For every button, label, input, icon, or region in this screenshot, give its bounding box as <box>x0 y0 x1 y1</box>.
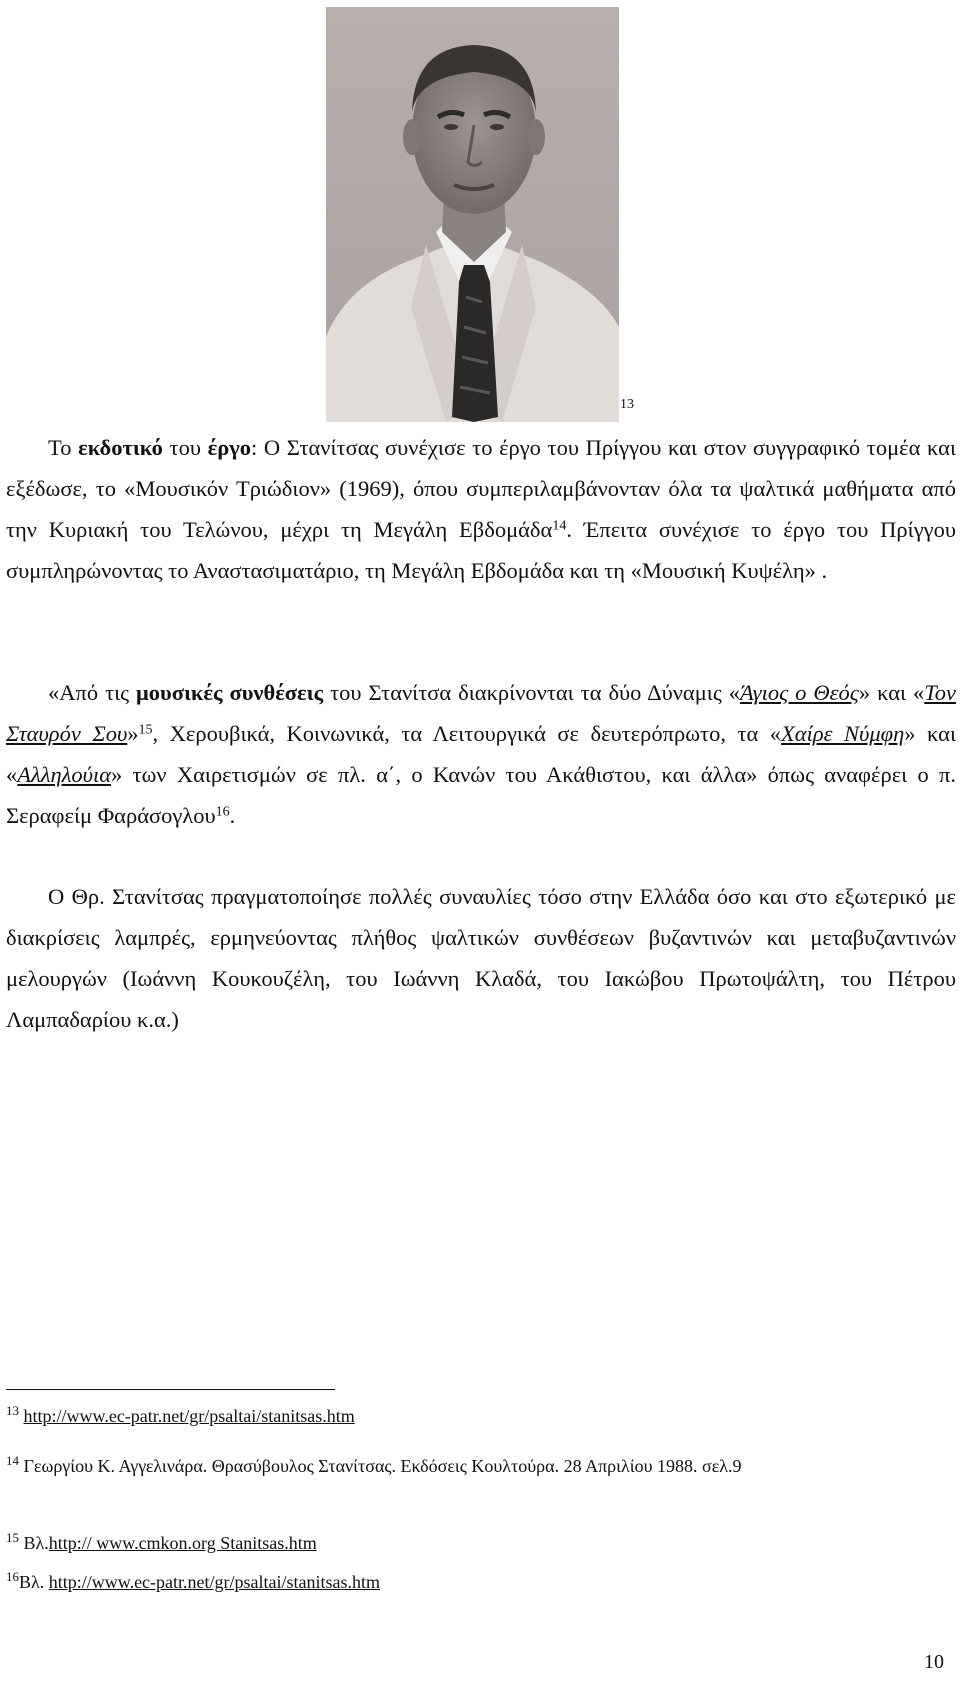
title-ton-stavron-sou: Τον Σταυρόν Σου <box>6 680 956 746</box>
title-agios-o-theos: Άγιος ο Θεός <box>739 680 859 705</box>
footnote-ref-15[interactable]: 15 <box>138 722 153 738</box>
bold-term-publishing: εκδοτικό <box>78 435 163 460</box>
footnote-16-link[interactable]: http://www.ec-patr.net/gr/psaltai/stanitsas.htm <box>48 1572 381 1592</box>
paragraph-compositions: «Από τις μουσικές συνθέσεις του Στανίτσα διακρίνονται τα δύο Δύναμις «Άγιος ο Θεός» και «Τον Σταυρόν Σου»$^{15}$, Χερουβικά, Κοινωνικά, τα Λειτουργικά σε δευτερόπρωτο, τα «Χαίρε Νύμφη» και «Αλληλούια» των Χαιρετισμών σε πλ. α΄, ο Κανών του Ακάθιστου, και άλλα» όπως αναφέρει ο π. Σεραφείμ Φαράσογλου$^{16}$. <box>6 680 957 828</box>
title-chaire-nymfi: Χαίρε Νύμφη <box>781 721 905 746</box>
portrait-photo <box>326 7 619 422</box>
photo-footnote-ref: 13 <box>620 397 634 412</box>
footnote-16: $^{16}$Βλ. http://www.ec-patr.net/gr/psaltai/stanitsas.htm <box>6 1568 381 1592</box>
footnote-separator <box>6 1389 335 1390</box>
paragraph-publishing-work: Το εκδοτικό του έργο: Ο Στανίτσας συνέχισε το έργο του Πρίγγου και στον συγγραφικό τομέα και εξέδωσε, το «Μουσικόν Τριώδιον» (1969), όπου συμπεριλαμβάνονταν όλα τα ψαλτικά μαθήματα από την Κυριακή του Τελώνου, μέχρι τη Μεγάλη Εβδομάδα$^{14}$. Έπειτα συνέχισε το έργο του Πρίγγου συμπληρώνοντας το Αναστασιματάριο, τη Μεγάλη Εβδομάδα και τη «Μουσική Κυψέλη» . <box>6 435 956 583</box>
footnote-ref-16[interactable]: 16 <box>215 804 230 820</box>
footnote-15: $^{15}$ Βλ.http:// www.cmkon.org Stanitsas.htm <box>6 1529 317 1553</box>
footnote-15-link[interactable]: http:// www.cmkon.org Stanitsas.htm <box>48 1533 317 1553</box>
bold-term-compositions: μουσικές συνθέσεις <box>136 680 324 705</box>
footnote-13-link[interactable]: http://www.ec-patr.net/gr/psaltai/stanitsas.htm <box>23 1406 355 1426</box>
footnote-13: $^{13}$ http://www.ec-patr.net/gr/psaltai/stanitsas.htm <box>6 1402 355 1426</box>
bold-term-work: έργο <box>207 435 252 460</box>
paragraph-concerts: Ο Θρ. Στανίτσας πραγματοποίησε πολλές συναυλίες τόσο στην Ελλάδα όσο και στο εξωτερικό με διακρίσεις λαμπρές, ερμηνεύοντας πλήθος ψαλτικών συνθέσεων βυζαντινών και μεταβυζαντινών μελουργών (Ιωάννη Κουκουζέλη, του Ιωάννη Κλαδά, του Ιακώβου Πρωτοψάλτη, του Πέτρου Λαμπαδαρίου κ.α.) <box>6 884 956 1032</box>
footnote-14: $^{14}$ Γεωργίου Κ. Αγγελινάρα. Θρασύβουλος Στανίτσας. Εκδόσεις Κουλτούρα. 28 Απριλίου 1988. σελ.9 <box>6 1452 742 1476</box>
page-number: 10 <box>924 1651 944 1673</box>
footnote-ref-14[interactable]: 14 <box>552 518 567 534</box>
title-allilouia: Αλληλούια <box>17 762 112 787</box>
